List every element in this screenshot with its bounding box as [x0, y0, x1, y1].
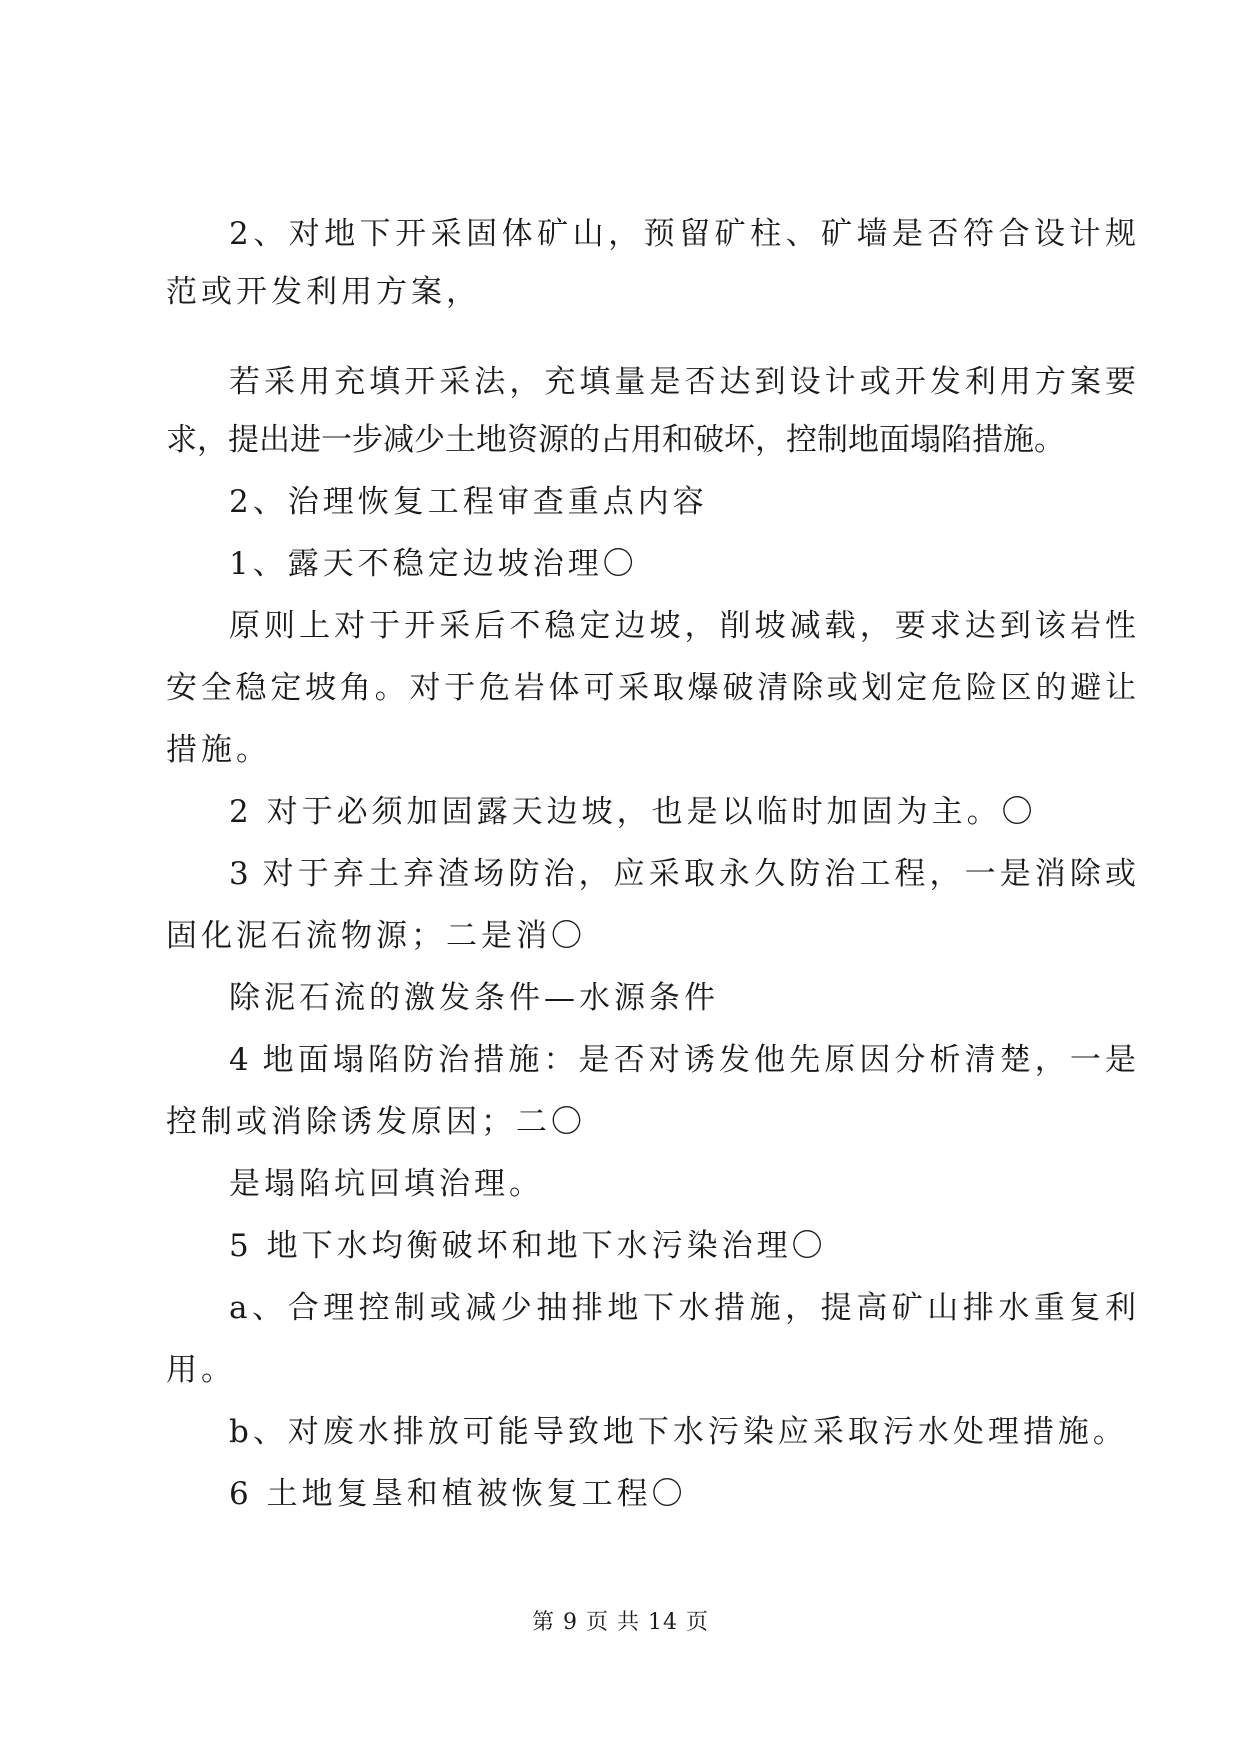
paragraph-line: 用。 [166, 1352, 236, 1388]
paragraph-line: 求，提出进一步减少土地资源的占用和破坏，控制地面塌陷措施。 [166, 422, 1065, 458]
paragraph-line: 安全稳定坡角。对于危岩体可采取爆破清除或划定危险区的避让 [166, 670, 1136, 706]
paragraph-line: 是塌陷坑回填治理。 [229, 1166, 544, 1202]
subsection-heading: 6 土地复垦和植被恢复工程〇 [229, 1476, 687, 1512]
paragraph-line: 2、对地下开采固体矿山，预留矿柱、矿墙是否符合设计规 [229, 216, 1136, 252]
subsection-heading: 1、露天不稳定边坡治理〇 [229, 546, 638, 582]
subsection-heading: 5 地下水均衡破坏和地下水污染治理〇 [229, 1228, 827, 1264]
paragraph-line: a、合理控制或减少抽排地下水措施，提高矿山排水重复利 [229, 1290, 1136, 1326]
paragraph-line: 2 对于必须加固露天边坡，也是以临时加固为主。〇 [229, 794, 1037, 830]
paragraph-line: b、对废水排放可能导致地下水污染应采取污水处理措施。 [229, 1414, 1128, 1450]
paragraph-line: 原则上对于开采后不稳定边坡，削坡减载，要求达到该岩性 [229, 608, 1136, 644]
paragraph-line: 除泥石流的激发条件—水源条件 [229, 980, 719, 1016]
paragraph-line: 3 对于弃土弃渣场防治，应采取永久防治工程，一是消除或 [229, 856, 1136, 892]
section-heading: 2、治理恢复工程审查重点内容 [229, 484, 708, 520]
paragraph-line: 固化泥石流物源；二是消〇 [166, 918, 586, 954]
page-number-footer: 第 9 页 共 14 页 [532, 1610, 709, 1635]
paragraph-line: 控制或消除诱发原因；二〇 [166, 1104, 586, 1140]
paragraph-line: 4 地面塌陷防治措施：是否对诱发他先原因分析清楚，一是 [229, 1042, 1136, 1078]
paragraph-line: 范或开发利用方案， [166, 274, 481, 310]
paragraph-line: 若采用充填开采法，充填量是否达到设计或开发利用方案要 [229, 364, 1136, 400]
paragraph-line: 措施。 [166, 732, 271, 768]
